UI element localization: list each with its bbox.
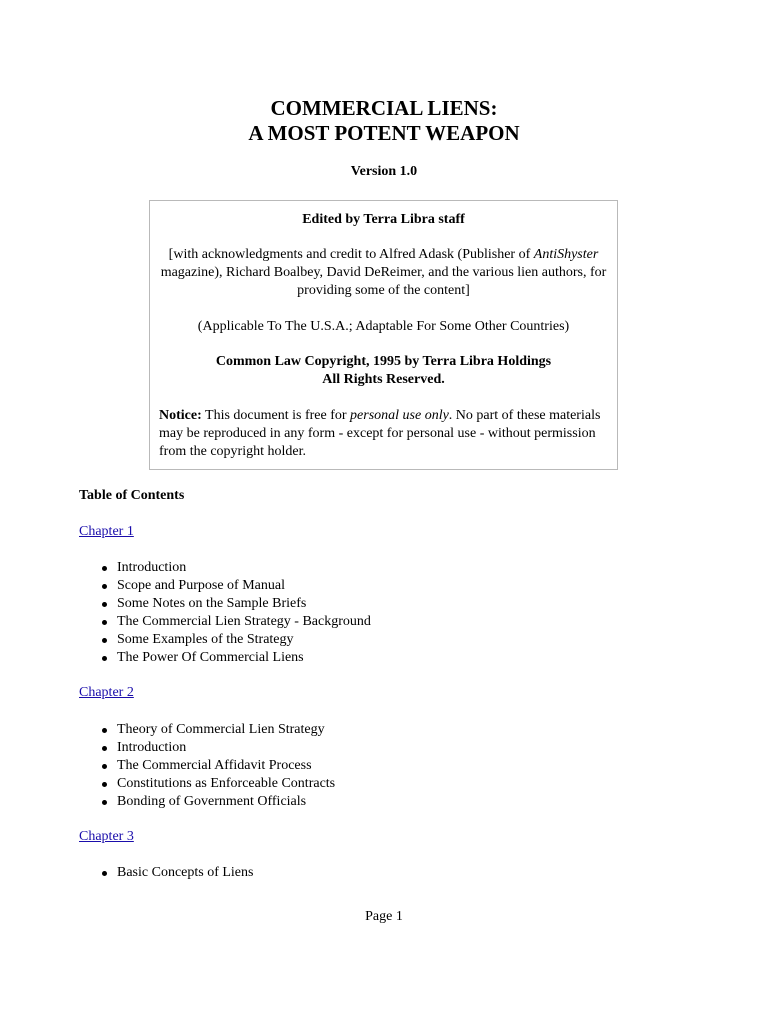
chapter-1-link[interactable]: Chapter 1 xyxy=(79,524,134,539)
bullet-icon xyxy=(102,638,107,643)
bullet-icon xyxy=(102,871,107,876)
bullet-icon xyxy=(102,728,107,733)
copyright-notice xyxy=(150,353,617,389)
bullet-icon xyxy=(102,656,107,661)
bullet-icon xyxy=(102,764,107,769)
list-item: The Commercial Lien Strategy - Background xyxy=(79,613,371,631)
list-item: Introduction xyxy=(79,559,371,577)
bullet-icon xyxy=(102,566,107,571)
chapter-1-topics xyxy=(79,559,371,667)
acknowledgments xyxy=(159,246,608,300)
toc-heading: Table of Contents xyxy=(79,488,185,503)
bullet-icon xyxy=(102,584,107,589)
chapter-3-link[interactable]: Chapter 3 xyxy=(79,829,134,844)
bullet-icon xyxy=(102,602,107,607)
notice-text-1: This document is free for xyxy=(201,408,351,423)
copyright-line-2: All Rights Reserved. xyxy=(322,372,445,387)
chapter-2-topics xyxy=(79,721,335,811)
chapter-3-topics xyxy=(79,864,253,882)
title-line-1: COMMERCIAL LIENS: xyxy=(270,96,498,120)
list-item: The Power Of Commercial Liens xyxy=(79,649,371,667)
list-item: The Commercial Affidavit Process xyxy=(79,757,335,775)
list-item: Basic Concepts of Liens xyxy=(79,864,253,882)
list-item: Scope and Purpose of Manual xyxy=(79,577,371,595)
bullet-icon xyxy=(102,800,107,805)
list-item: Some Notes on the Sample Briefs xyxy=(79,595,371,613)
copyright-box xyxy=(149,200,618,470)
chapter-2-link[interactable]: Chapter 2 xyxy=(79,685,134,700)
list-item: Some Examples of the Strategy xyxy=(79,631,371,649)
applicability-note: (Applicable To The U.S.A.; Adaptable For Some Other Countries) xyxy=(197,319,570,334)
title-line-2: A MOST POTENT WEAPON xyxy=(248,121,520,145)
document-title xyxy=(0,96,768,146)
ack-text-1: [with acknowledgments and credit to Alfred Adask (Publisher of xyxy=(168,247,534,262)
notice-text-2: . No part of these materials may be reproduced in any form - except for personal use - without permission from the copyright holder. xyxy=(159,408,601,459)
notice-label: Notice: xyxy=(159,408,202,423)
version-label: Version 1.0 xyxy=(350,164,418,179)
list-item: Theory of Commercial Lien Strategy xyxy=(79,721,335,739)
list-item: Bonding of Government Officials xyxy=(79,793,335,811)
list-item: Constitutions as Enforceable Contracts xyxy=(79,775,335,793)
page-number: Page 1 xyxy=(365,909,403,924)
notice-emphasis: personal use only xyxy=(350,408,449,423)
editor-credit: Edited by Terra Libra staff xyxy=(302,212,465,227)
bullet-icon xyxy=(102,746,107,751)
bullet-icon xyxy=(102,620,107,625)
usage-notice xyxy=(159,407,601,461)
ack-text-2: magazine), Richard Boalbey, David DeReimer, and the various lien authors, for providing some of the content] xyxy=(160,265,607,298)
list-item: Introduction xyxy=(79,739,335,757)
copyright-line-1: Common Law Copyright, 1995 by Terra Libra Holdings xyxy=(215,354,552,369)
ack-publication: AntiShyster xyxy=(533,247,599,262)
bullet-icon xyxy=(102,782,107,787)
